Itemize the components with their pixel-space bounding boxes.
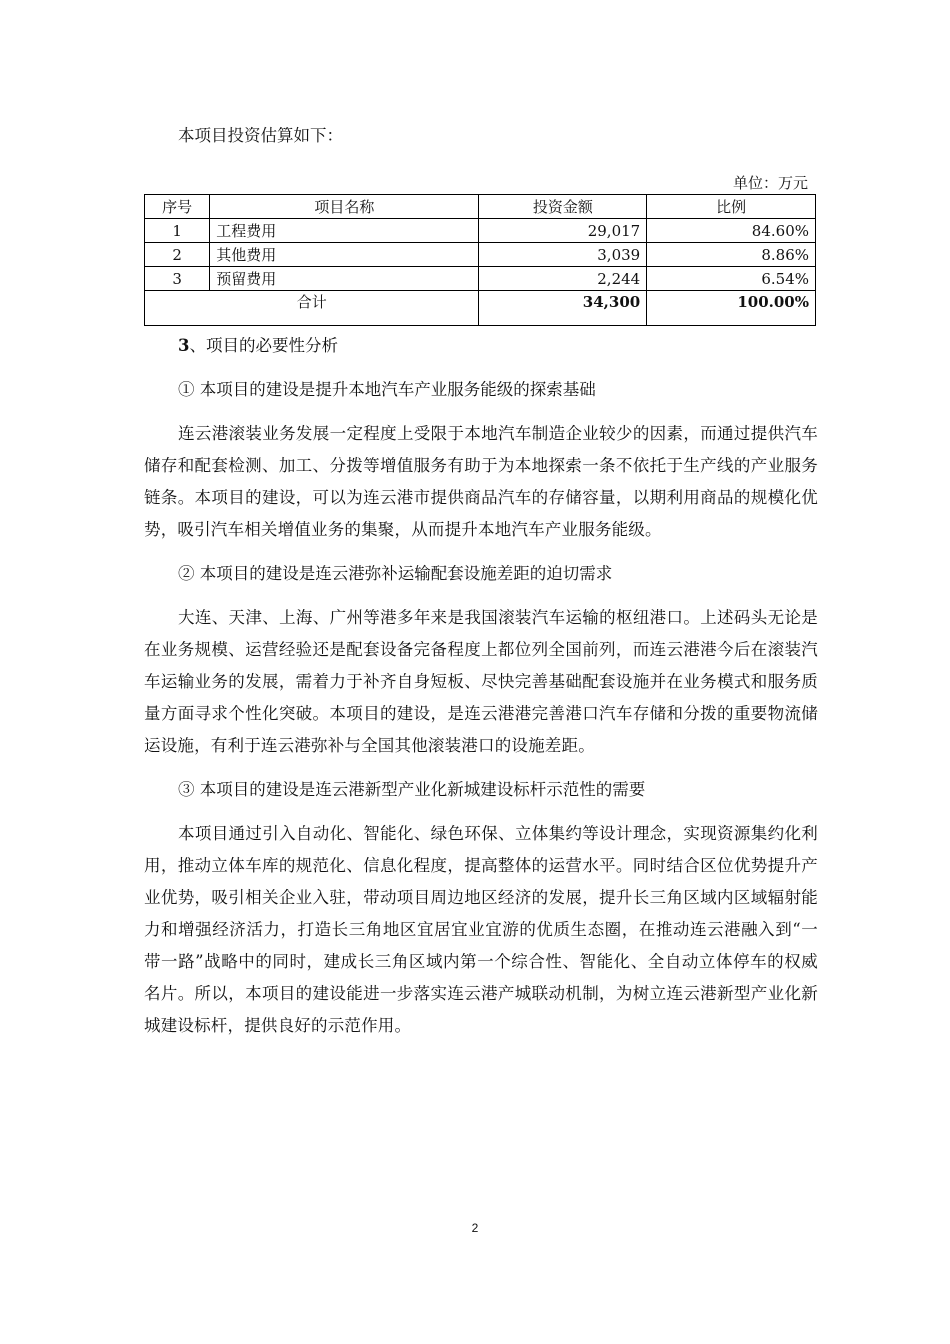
intro-text: 本项目投资估算如下： [178,126,343,145]
row-amount: 3,039 [479,243,647,267]
subsection-title: ① 本项目的建设是提升本地汽车产业服务能级的探索基础 [178,380,596,399]
header-no: 序号 [145,195,210,219]
total-ratio: 100.00% [647,291,816,326]
row-amount: 2,244 [479,267,647,291]
header-ratio: 比例 [647,195,816,219]
table-total-row [145,291,816,326]
table-unit-label: 单位：万元 [732,174,808,192]
subsection-body: 连云港滚装业务发展一定程度上受限于本地汽车制造企业较少的因素，而通过提供汽车储存和配套检测、加工、分拨等增值服务有助于为本地探索一条不依托于生产线的产业服务链条。本项目的建设，可以为连云港市提供商品汽车的存储容量，以期利用商品的规模化优势，吸引汽车相关增值业务的集聚，从而提升本地汽车产业服务能级。 [144,424,818,539]
row-amount: 29,017 [479,219,647,243]
section-heading [144,330,818,362]
table-row [145,267,816,291]
row-ratio: 8.86% [647,243,816,267]
row-ratio: 6.54% [647,267,816,291]
subsection-body: 本项目通过引入自动化、智能化、绿色环保、立体集约等设计理念，实现资源集约化利用，推动立体车库的规范化、信息化程度，提高整体的运营水平。同时结合区位优势提升产业优势，吸引相关企业入驻，带动项目周边地区经济的发展，提升长三角区域内区域辐射能力和增强经济活力，打造长三角地区宜居宜业宜游的优质生态圈，在推动连云港融入到“一带一路”战略中的同时，建成长三角区域内第一个综合性、智能化、全自动立体停车的权威名片。所以，本项目的建设能进一步落实连云港产城联动机制，为树立连云港新型产业化新城建设标杆，提供良好的示范作用。 [144,824,818,1035]
subsection-title: ③ 本项目的建设是连云港新型产业化新城建设标杆示范性的需要 [178,780,646,799]
table-header-row [145,195,816,219]
row-name: 预留费用 [210,267,479,291]
header-amount: 投资金额 [479,195,647,219]
row-name: 其他费用 [210,243,479,267]
header-name: 项目名称 [210,195,479,219]
row-no: 3 [145,267,210,291]
table-row [145,219,816,243]
row-no: 2 [145,243,210,267]
total-label: 合计 [145,291,479,326]
row-ratio: 84.60% [647,219,816,243]
investment-table [144,194,816,326]
main-content [144,330,818,1042]
row-name: 工程费用 [210,219,479,243]
section-title: 、项目的必要性分析 [189,336,338,355]
subsection-body: 大连、天津、上海、广州等港多年来是我国滚装汽车运输的枢纽港口。上述码头无论是在业务规模、运营经验还是配套设备完备程度上都位列全国前列，而连云港港今后在滚装汽车运输业务的发展，需着力于补齐自身短板、尽快完善基础配套设施并在业务模式和服务质量方面寻求个性化突破。本项目的建设，是连云港港完善港口汽车存储和分拨的重要物流储运设施，有利于连云港弥补与全国其他滚装港口的设施差距。 [144,608,818,755]
table-row [145,243,816,267]
page-number: 2 [471,1221,479,1235]
total-amount: 34,300 [479,291,647,326]
row-no: 1 [145,219,210,243]
section-number: 3 [178,336,190,355]
subsection-title: ② 本项目的建设是连云港弥补运输配套设施差距的迫切需求 [178,564,613,583]
